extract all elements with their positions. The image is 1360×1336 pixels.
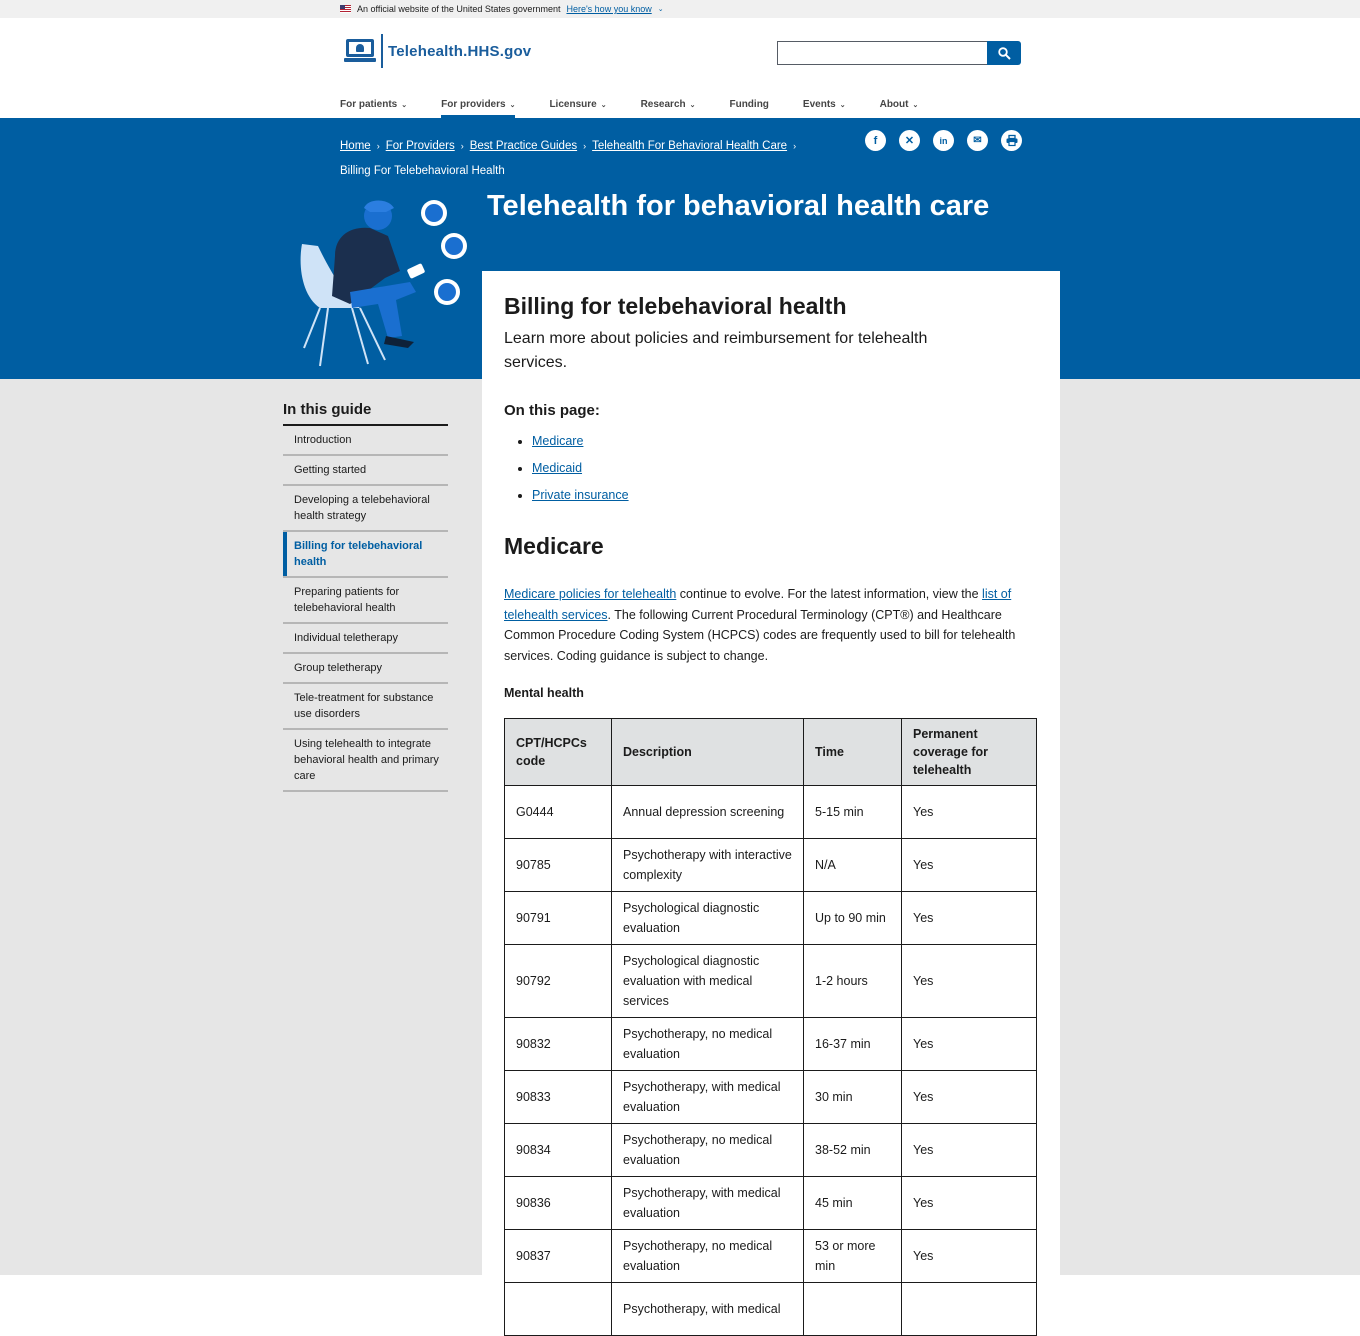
cell-time: 30 min bbox=[804, 1071, 902, 1124]
table-row bbox=[505, 786, 1037, 839]
nav-funding[interactable] bbox=[729, 91, 768, 118]
page-lede: Learn more about policies and reimbursement for telehealth services. bbox=[504, 330, 928, 371]
table-row bbox=[505, 839, 1037, 892]
site-name: Telehealth.HHS.gov bbox=[388, 42, 532, 60]
cell-coverage: Yes bbox=[902, 839, 1037, 892]
nav-about[interactable] bbox=[880, 91, 919, 118]
chevron-down-icon: ⌄ bbox=[600, 101, 607, 109]
cell-description: Psychotherapy, no medical evaluation bbox=[612, 1018, 804, 1071]
cell-code: 90792 bbox=[505, 945, 612, 1018]
chevron-right-icon: › bbox=[460, 141, 464, 151]
cell-code: 90833 bbox=[505, 1071, 612, 1124]
cell-description: Psychological diagnostic evaluation bbox=[612, 892, 804, 945]
chevron-down-icon: ⌄ bbox=[509, 101, 516, 109]
col-header-coverage: Permanent coverage for telehealth bbox=[902, 719, 1037, 786]
table-row bbox=[505, 1177, 1037, 1230]
site-header bbox=[0, 18, 1360, 118]
cell-coverage: Yes bbox=[902, 1230, 1037, 1283]
table-row bbox=[505, 892, 1037, 945]
cell-code: 90832 bbox=[505, 1018, 612, 1071]
nav-events[interactable] bbox=[803, 91, 846, 118]
gov-banner-text: An official website of the United States government bbox=[357, 4, 561, 14]
cell-coverage: Yes bbox=[902, 945, 1037, 1018]
cell-time: 1-2 hours bbox=[804, 945, 902, 1018]
cell-time: 45 min bbox=[804, 1177, 902, 1230]
cell-time: 38-52 min bbox=[804, 1124, 902, 1177]
chevron-down-icon: ⌄ bbox=[839, 101, 846, 109]
chevron-down-icon: ⌄ bbox=[689, 101, 696, 109]
sidebar-item-getting-started[interactable]: Getting started bbox=[283, 456, 448, 486]
medicare-paragraph bbox=[504, 584, 1037, 666]
nav-for-patients[interactable] bbox=[340, 91, 407, 118]
cell-coverage: Yes bbox=[902, 892, 1037, 945]
telehealth-person-illustration bbox=[290, 196, 475, 371]
cell-code: G0444 bbox=[505, 786, 612, 839]
cell-coverage: Yes bbox=[902, 1177, 1037, 1230]
cell-code: 90785 bbox=[505, 839, 612, 892]
cell-description: Psychological diagnostic evaluation with medical services bbox=[612, 945, 804, 1018]
breadcrumb-current: Billing For Telebehavioral Health bbox=[340, 165, 505, 177]
main-content bbox=[482, 271, 1060, 1316]
chevron-right-icon: › bbox=[583, 141, 587, 151]
billing-codes-table bbox=[504, 718, 1037, 1336]
chevron-down-icon: ⌄ bbox=[657, 6, 664, 13]
nav-licensure[interactable] bbox=[549, 91, 606, 118]
sidebar-item-preparing-patients[interactable]: Preparing patients for telebehavioral health bbox=[283, 578, 448, 624]
cell-code bbox=[505, 1283, 612, 1336]
cell-description: Psychotherapy, no medical evaluation bbox=[612, 1230, 804, 1283]
table-row bbox=[505, 1283, 1037, 1336]
cell-time: 53 or more min bbox=[804, 1230, 902, 1283]
telehealth-services-list-link[interactable]: list of telehealth services bbox=[504, 587, 1012, 622]
nav-label: For patients bbox=[340, 99, 398, 110]
nav-label: For providers bbox=[441, 99, 506, 110]
nav-for-providers[interactable] bbox=[441, 91, 515, 118]
on-this-page-list bbox=[504, 428, 1037, 509]
cell-time: 5-15 min bbox=[804, 786, 902, 839]
search-input[interactable] bbox=[777, 41, 987, 65]
breadcrumb-for-providers[interactable]: For Providers bbox=[385, 140, 455, 152]
nav-research[interactable] bbox=[641, 91, 696, 118]
col-header-code: CPT/HCPCs code bbox=[505, 719, 612, 786]
facebook-icon[interactable]: f bbox=[865, 130, 886, 151]
nav-label: Funding bbox=[729, 99, 769, 110]
gov-banner bbox=[0, 0, 1360, 18]
hero-title: Telehealth for behavioral health care bbox=[487, 190, 990, 222]
table-row bbox=[505, 1071, 1037, 1124]
sidebar-item-billing[interactable]: Billing for telebehavioral health bbox=[283, 532, 448, 578]
breadcrumb-best-practice-guides[interactable]: Best Practice Guides bbox=[469, 140, 578, 152]
cell-time: 16-37 min bbox=[804, 1018, 902, 1071]
toc-link-medicaid[interactable]: Medicaid bbox=[532, 461, 583, 475]
col-header-description: Description bbox=[612, 719, 804, 786]
cell-time: N/A bbox=[804, 839, 902, 892]
toc-item bbox=[532, 428, 1037, 455]
cell-code: 90836 bbox=[505, 1177, 612, 1230]
cell-description: Psychotherapy, with medical evaluation bbox=[612, 1071, 804, 1124]
page-title: Billing for telebehavioral health bbox=[504, 293, 847, 319]
chevron-down-icon: ⌄ bbox=[912, 101, 919, 109]
search-icon bbox=[998, 47, 1011, 60]
medicare-heading: Medicare bbox=[504, 533, 604, 559]
breadcrumb bbox=[340, 134, 850, 184]
nav-label: About bbox=[879, 99, 909, 110]
cell-description: Psychotherapy, no medical evaluation bbox=[612, 1124, 804, 1177]
x-icon[interactable]: ✕ bbox=[899, 130, 920, 151]
sidebar-title: In this guide bbox=[283, 401, 448, 426]
toc-item bbox=[532, 455, 1037, 482]
table-row bbox=[505, 1018, 1037, 1071]
guide-sidebar bbox=[283, 401, 448, 792]
cell-time: Up to 90 min bbox=[804, 892, 902, 945]
cell-code: 90834 bbox=[505, 1124, 612, 1177]
sidebar-item-strategy[interactable]: Developing a telebehavioral health strategy bbox=[283, 486, 448, 532]
cell-code: 90791 bbox=[505, 892, 612, 945]
cell-time bbox=[804, 1283, 902, 1336]
sidebar-item-substance-use[interactable]: Tele-treatment for substance use disorders bbox=[283, 684, 448, 730]
sidebar-item-individual-teletherapy[interactable]: Individual teletherapy bbox=[283, 624, 448, 654]
cell-description: Psychotherapy with interactive complexity bbox=[612, 839, 804, 892]
cell-coverage: Yes bbox=[902, 1018, 1037, 1071]
cell-coverage: Yes bbox=[902, 786, 1037, 839]
chevron-right-icon: › bbox=[376, 141, 380, 151]
chevron-down-icon: ⌄ bbox=[401, 101, 408, 109]
nav-label: Events bbox=[802, 99, 836, 110]
breadcrumb-home[interactable]: Home bbox=[340, 140, 371, 152]
sidebar-item-introduction[interactable]: Introduction bbox=[283, 426, 448, 456]
mental-health-subheading: Mental health bbox=[504, 686, 584, 700]
cell-description: Psychotherapy, with medical bbox=[612, 1283, 804, 1336]
cell-coverage: Yes bbox=[902, 1124, 1037, 1177]
table-header-row bbox=[505, 719, 1037, 786]
heres-how-you-know-link[interactable]: Here's how you know bbox=[566, 4, 652, 14]
sidebar-item-integrate-primary-care[interactable]: Using telehealth to integrate behavioral health and primary care bbox=[283, 730, 448, 792]
search-button[interactable] bbox=[987, 41, 1021, 65]
cell-coverage: Yes bbox=[902, 1071, 1037, 1124]
cell-coverage bbox=[902, 1283, 1037, 1336]
toc-link-medicare[interactable]: Medicare bbox=[532, 434, 584, 448]
paragraph-text: continue to evolve. For the latest information, view the bbox=[676, 587, 983, 601]
cell-code: 90837 bbox=[505, 1230, 612, 1283]
table-row bbox=[505, 1230, 1037, 1283]
print-icon[interactable] bbox=[1001, 130, 1022, 151]
cell-description: Psychotherapy, with medical evaluation bbox=[612, 1177, 804, 1230]
site-logo[interactable] bbox=[344, 34, 531, 68]
breadcrumb-behavioral-health[interactable]: Telehealth For Behavioral Health Care bbox=[592, 140, 788, 152]
toc-item bbox=[532, 482, 1037, 509]
toc-link-private-insurance[interactable]: Private insurance bbox=[532, 488, 629, 502]
sidebar-item-group-teletherapy[interactable]: Group teletherapy bbox=[283, 654, 448, 684]
linkedin-icon[interactable]: in bbox=[933, 130, 954, 151]
chevron-right-icon: › bbox=[793, 141, 797, 151]
nav-label: Licensure bbox=[549, 99, 597, 110]
nav-label: Research bbox=[640, 99, 686, 110]
table-row bbox=[505, 945, 1037, 1018]
email-icon[interactable]: ✉ bbox=[967, 130, 988, 151]
medicare-policies-link[interactable]: Medicare policies for telehealth bbox=[504, 587, 677, 601]
search-form bbox=[777, 41, 1021, 65]
on-this-page-heading: On this page: bbox=[504, 402, 600, 419]
table-row bbox=[505, 1124, 1037, 1177]
laptop-doctor-icon bbox=[344, 39, 376, 63]
col-header-time: Time bbox=[804, 719, 902, 786]
primary-nav bbox=[340, 91, 952, 118]
us-flag-icon bbox=[340, 5, 351, 13]
share-buttons bbox=[865, 130, 1022, 151]
cell-description: Annual depression screening bbox=[612, 786, 804, 839]
paragraph-text: . The following Current Procedural Terminology (CPT®) and Healthcare Common Procedure Coding System (HCPCS) codes are frequently used to bill for telehealth services. Coding guidance is subject to change. bbox=[504, 607, 1016, 663]
